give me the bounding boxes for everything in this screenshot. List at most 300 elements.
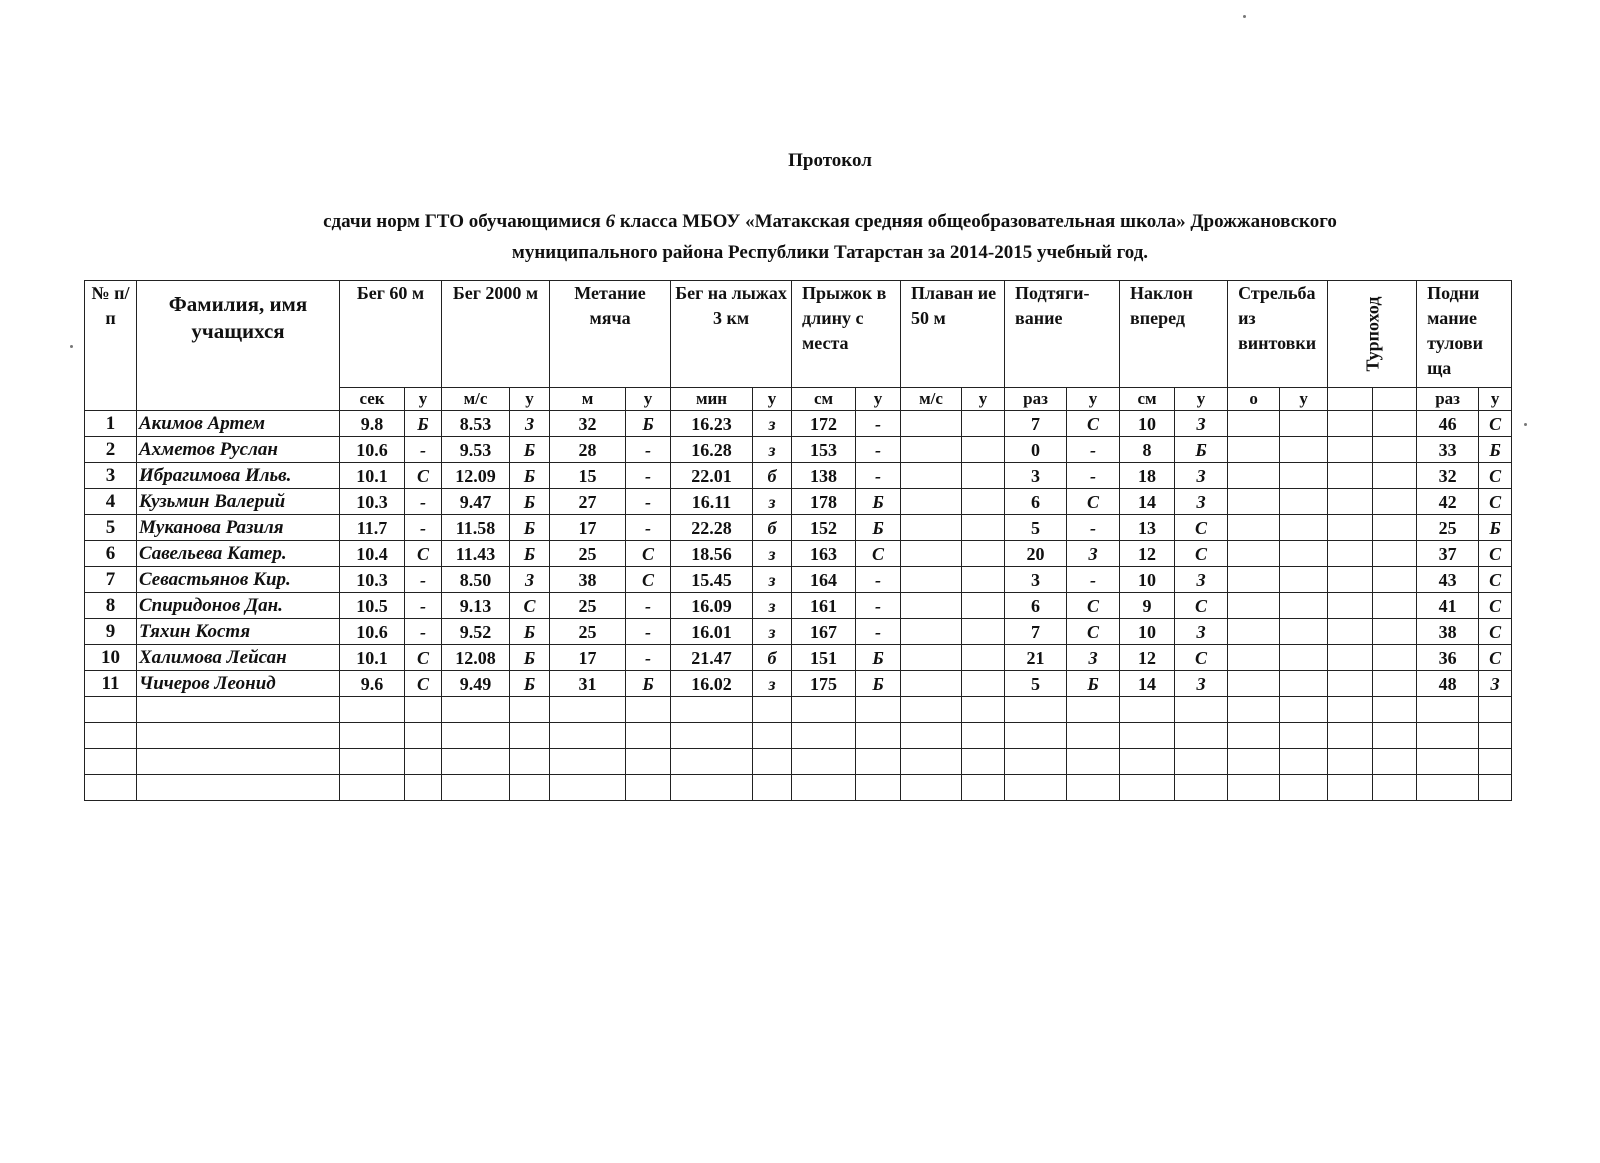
empty-cell bbox=[901, 749, 962, 775]
unit-cell: м/с bbox=[442, 388, 510, 411]
cell-run60: 10.4 bbox=[340, 541, 405, 567]
cell-ski-grade: з bbox=[753, 619, 792, 645]
header-row bbox=[85, 281, 1512, 388]
subtitle-text: муниципального района Республики Татарстан за 2014-2015 учебный год. bbox=[511, 242, 1149, 263]
empty-cell bbox=[510, 749, 550, 775]
empty-cell bbox=[405, 723, 442, 749]
empty-cell bbox=[405, 749, 442, 775]
cell-run2000-grade: С bbox=[510, 593, 550, 619]
cell-jump: 178 bbox=[792, 489, 856, 515]
empty-cell bbox=[1328, 567, 1373, 593]
empty-cell bbox=[85, 697, 137, 723]
empty-cell bbox=[1479, 697, 1512, 723]
cell-situps-grade: С bbox=[1479, 645, 1512, 671]
row-number: 6 bbox=[85, 541, 137, 567]
cell-run60: 10.3 bbox=[340, 489, 405, 515]
table-row bbox=[85, 489, 1512, 515]
row-number: 11 bbox=[85, 671, 137, 697]
cell-ski: 16.01 bbox=[671, 619, 753, 645]
cell-jump-grade: Б bbox=[856, 489, 901, 515]
cell-run2000: 8.50 bbox=[442, 567, 510, 593]
empty-cell bbox=[671, 723, 753, 749]
cell-run2000-grade: Б bbox=[510, 463, 550, 489]
empty-cell bbox=[1228, 411, 1280, 437]
empty-cell bbox=[442, 775, 510, 801]
cell-pullups: 21 bbox=[1005, 645, 1067, 671]
cell-pullups-grade: С bbox=[1067, 411, 1120, 437]
row-number: 8 bbox=[85, 593, 137, 619]
cell-ski-grade: з bbox=[753, 593, 792, 619]
empty-row bbox=[85, 749, 1512, 775]
cell-run60-grade: С bbox=[405, 463, 442, 489]
cell-run60: 10.6 bbox=[340, 619, 405, 645]
cell-run2000: 9.53 bbox=[442, 437, 510, 463]
empty-cell bbox=[626, 697, 671, 723]
empty-cell bbox=[550, 749, 626, 775]
cell-bend-grade: З bbox=[1175, 567, 1228, 593]
empty-cell bbox=[962, 515, 1005, 541]
cell-run60: 11.7 bbox=[340, 515, 405, 541]
empty-cell bbox=[901, 775, 962, 801]
cell-ski-grade: б bbox=[753, 463, 792, 489]
empty-cell bbox=[1175, 723, 1228, 749]
header-shoot: Стрельба из винтовки bbox=[1228, 281, 1328, 388]
row-number: 3 bbox=[85, 463, 137, 489]
cell-bend: 14 bbox=[1120, 671, 1175, 697]
cell-ball: 15 bbox=[550, 463, 626, 489]
cell-jump: 151 bbox=[792, 645, 856, 671]
empty-cell bbox=[1373, 723, 1417, 749]
cell-pullups-grade: З bbox=[1067, 645, 1120, 671]
cell-run60-grade: С bbox=[405, 541, 442, 567]
cell-run2000: 12.08 bbox=[442, 645, 510, 671]
cell-run60-grade: - bbox=[405, 515, 442, 541]
empty-cell bbox=[1280, 775, 1328, 801]
empty-cell bbox=[550, 697, 626, 723]
cell-bend: 9 bbox=[1120, 593, 1175, 619]
cell-run60-grade: С bbox=[405, 671, 442, 697]
cell-bend: 12 bbox=[1120, 541, 1175, 567]
empty-cell bbox=[340, 749, 405, 775]
cell-run2000: 11.43 bbox=[442, 541, 510, 567]
empty-cell bbox=[856, 723, 901, 749]
cell-run2000-grade: Б bbox=[510, 541, 550, 567]
empty-cell bbox=[962, 671, 1005, 697]
empty-cell bbox=[1228, 541, 1280, 567]
cell-jump-grade: С bbox=[856, 541, 901, 567]
cell-situps-grade: С bbox=[1479, 567, 1512, 593]
cell-pullups: 7 bbox=[1005, 619, 1067, 645]
cell-jump-grade: - bbox=[856, 593, 901, 619]
student-name: Спиридонов Дан. bbox=[137, 593, 340, 619]
empty-cell bbox=[1120, 723, 1175, 749]
cell-situps-grade: С bbox=[1479, 619, 1512, 645]
empty-cell bbox=[1175, 697, 1228, 723]
empty-cell bbox=[1373, 775, 1417, 801]
empty-cell bbox=[1120, 749, 1175, 775]
cell-bend: 10 bbox=[1120, 567, 1175, 593]
empty-cell bbox=[510, 775, 550, 801]
empty-cell bbox=[792, 723, 856, 749]
cell-pullups-grade: С bbox=[1067, 619, 1120, 645]
empty-cell bbox=[626, 775, 671, 801]
empty-cell bbox=[962, 437, 1005, 463]
empty-cell bbox=[901, 619, 962, 645]
empty-cell bbox=[753, 723, 792, 749]
cell-ball: 25 bbox=[550, 593, 626, 619]
empty-cell bbox=[1328, 775, 1373, 801]
student-name: Акимов Артем bbox=[137, 411, 340, 437]
empty-cell bbox=[1373, 489, 1417, 515]
cell-jump-grade: - bbox=[856, 411, 901, 437]
cell-bend: 12 bbox=[1120, 645, 1175, 671]
empty-cell bbox=[1328, 671, 1373, 697]
cell-bend: 13 bbox=[1120, 515, 1175, 541]
cell-ball-grade: - bbox=[626, 463, 671, 489]
empty-cell bbox=[962, 723, 1005, 749]
student-name: Кузьмин Валерий bbox=[137, 489, 340, 515]
cell-jump-grade: Б bbox=[856, 515, 901, 541]
cell-jump: 161 bbox=[792, 593, 856, 619]
cell-ball: 25 bbox=[550, 541, 626, 567]
empty-cell bbox=[1280, 619, 1328, 645]
unit-grade: у bbox=[510, 388, 550, 411]
empty-cell bbox=[1417, 697, 1479, 723]
empty-cell bbox=[1479, 723, 1512, 749]
empty-cell bbox=[1280, 411, 1328, 437]
empty-cell bbox=[901, 541, 962, 567]
cell-run60: 10.6 bbox=[340, 437, 405, 463]
empty-cell bbox=[901, 489, 962, 515]
row-number: 4 bbox=[85, 489, 137, 515]
empty-row bbox=[85, 697, 1512, 723]
cell-pullups-grade: З bbox=[1067, 541, 1120, 567]
unit-cell: о bbox=[1228, 388, 1280, 411]
empty-cell bbox=[405, 697, 442, 723]
empty-cell bbox=[1228, 645, 1280, 671]
header-ball: Метание мяча bbox=[550, 281, 671, 388]
unit-grade: у bbox=[1067, 388, 1120, 411]
cell-situps-grade: С bbox=[1479, 463, 1512, 489]
empty-cell bbox=[901, 697, 962, 723]
student-name: Севастьянов Кир. bbox=[137, 567, 340, 593]
unit-cell bbox=[1328, 388, 1373, 411]
empty-cell bbox=[1373, 515, 1417, 541]
cell-ski: 16.23 bbox=[671, 411, 753, 437]
cell-pullups-grade: - bbox=[1067, 437, 1120, 463]
empty-cell bbox=[1280, 567, 1328, 593]
row-number: 1 bbox=[85, 411, 137, 437]
header-swim: Плаван ие 50 м bbox=[901, 281, 1005, 388]
unit-cell bbox=[1373, 388, 1417, 411]
cell-jump: 152 bbox=[792, 515, 856, 541]
cell-jump-grade: Б bbox=[856, 645, 901, 671]
table-row bbox=[85, 463, 1512, 489]
row-number: 2 bbox=[85, 437, 137, 463]
empty-cell bbox=[1373, 645, 1417, 671]
empty-cell bbox=[962, 567, 1005, 593]
empty-cell bbox=[962, 749, 1005, 775]
cell-run60: 10.5 bbox=[340, 593, 405, 619]
empty-cell bbox=[1228, 697, 1280, 723]
empty-cell bbox=[1005, 775, 1067, 801]
header-pullups: Подтяги-вание bbox=[1005, 281, 1120, 388]
cell-ski-grade: б bbox=[753, 645, 792, 671]
empty-cell bbox=[1373, 437, 1417, 463]
empty-cell bbox=[1373, 463, 1417, 489]
cell-situps: 25 bbox=[1417, 515, 1479, 541]
empty-cell bbox=[671, 697, 753, 723]
empty-cell bbox=[1417, 723, 1479, 749]
cell-run60: 9.6 bbox=[340, 671, 405, 697]
cell-run60: 9.8 bbox=[340, 411, 405, 437]
cell-jump: 164 bbox=[792, 567, 856, 593]
empty-cell bbox=[962, 775, 1005, 801]
cell-ski-grade: з bbox=[753, 489, 792, 515]
cell-ski-grade: з bbox=[753, 567, 792, 593]
cell-ball-grade: С bbox=[626, 541, 671, 567]
cell-run2000: 9.13 bbox=[442, 593, 510, 619]
cell-ski: 18.56 bbox=[671, 541, 753, 567]
empty-cell bbox=[901, 515, 962, 541]
cell-ball: 25 bbox=[550, 619, 626, 645]
empty-cell bbox=[901, 411, 962, 437]
empty-cell bbox=[1328, 437, 1373, 463]
results-table bbox=[84, 280, 1512, 801]
empty-cell bbox=[1175, 749, 1228, 775]
header-run60: Бег 60 м bbox=[340, 281, 442, 388]
empty-cell bbox=[1328, 515, 1373, 541]
cell-ball-grade: С bbox=[626, 567, 671, 593]
cell-pullups-grade: Б bbox=[1067, 671, 1120, 697]
cell-run2000-grade: Б bbox=[510, 515, 550, 541]
cell-run2000: 9.49 bbox=[442, 671, 510, 697]
header-situps: Подни мание тулови ща bbox=[1417, 281, 1512, 388]
empty-cell bbox=[1280, 645, 1328, 671]
unit-cell: м bbox=[550, 388, 626, 411]
table-row bbox=[85, 645, 1512, 671]
empty-cell bbox=[1417, 749, 1479, 775]
cell-situps-grade: С bbox=[1479, 593, 1512, 619]
empty-cell bbox=[962, 411, 1005, 437]
cell-situps: 33 bbox=[1417, 437, 1479, 463]
cell-ski: 16.11 bbox=[671, 489, 753, 515]
empty-cell bbox=[1280, 593, 1328, 619]
cell-ball-grade: - bbox=[626, 593, 671, 619]
empty-cell bbox=[753, 749, 792, 775]
subtitle-text: класса МБОУ «Матакская средняя общеобразовательная школа» Дрожжановского bbox=[619, 211, 1337, 232]
cell-bend: 18 bbox=[1120, 463, 1175, 489]
cell-ball-grade: - bbox=[626, 489, 671, 515]
empty-cell bbox=[550, 775, 626, 801]
row-number: 9 bbox=[85, 619, 137, 645]
cell-bend: 14 bbox=[1120, 489, 1175, 515]
cell-jump: 172 bbox=[792, 411, 856, 437]
table-row bbox=[85, 593, 1512, 619]
row-number: 10 bbox=[85, 645, 137, 671]
empty-cell bbox=[1280, 489, 1328, 515]
header-jump: Прыжок в длину с места bbox=[792, 281, 901, 388]
empty-cell bbox=[1479, 775, 1512, 801]
cell-jump: 163 bbox=[792, 541, 856, 567]
empty-cell bbox=[856, 775, 901, 801]
student-name: Халимова Лейсан bbox=[137, 645, 340, 671]
student-name: Тяхин Костя bbox=[137, 619, 340, 645]
header-ski: Бег на лыжах 3 км bbox=[671, 281, 792, 388]
empty-cell bbox=[1328, 645, 1373, 671]
empty-cell bbox=[962, 697, 1005, 723]
cell-bend-grade: С bbox=[1175, 541, 1228, 567]
cell-run60: 10.1 bbox=[340, 463, 405, 489]
cell-run2000-grade: Б bbox=[510, 489, 550, 515]
empty-cell bbox=[1373, 671, 1417, 697]
unit-grade: у bbox=[962, 388, 1005, 411]
cell-ball: 32 bbox=[550, 411, 626, 437]
empty-cell bbox=[962, 593, 1005, 619]
cell-pullups-grade: С bbox=[1067, 593, 1120, 619]
cell-ball-grade: Б bbox=[626, 411, 671, 437]
cell-ball: 17 bbox=[550, 645, 626, 671]
empty-cell bbox=[1373, 411, 1417, 437]
cell-ball-grade: - bbox=[626, 619, 671, 645]
header-hike bbox=[1328, 281, 1417, 388]
cell-ski: 15.45 bbox=[671, 567, 753, 593]
cell-situps-grade: С bbox=[1479, 541, 1512, 567]
empty-cell bbox=[1280, 437, 1328, 463]
empty-cell bbox=[962, 463, 1005, 489]
empty-cell bbox=[1228, 463, 1280, 489]
cell-run2000: 8.53 bbox=[442, 411, 510, 437]
empty-cell bbox=[137, 723, 340, 749]
empty-cell bbox=[901, 645, 962, 671]
cell-ski-grade: б bbox=[753, 515, 792, 541]
empty-cell bbox=[1328, 463, 1373, 489]
cell-jump-grade: - bbox=[856, 463, 901, 489]
cell-run60-grade: - bbox=[405, 567, 442, 593]
table-row bbox=[85, 619, 1512, 645]
empty-cell bbox=[1280, 463, 1328, 489]
header-bend: Наклон вперед bbox=[1120, 281, 1228, 388]
empty-cell bbox=[1373, 567, 1417, 593]
empty-cell bbox=[85, 723, 137, 749]
cell-situps: 42 bbox=[1417, 489, 1479, 515]
unit-grade: у bbox=[405, 388, 442, 411]
empty-cell bbox=[1479, 749, 1512, 775]
cell-run2000: 12.09 bbox=[442, 463, 510, 489]
cell-run60: 10.3 bbox=[340, 567, 405, 593]
unit-cell: сек bbox=[340, 388, 405, 411]
empty-cell bbox=[137, 775, 340, 801]
empty-cell bbox=[1228, 489, 1280, 515]
cell-jump-grade: - bbox=[856, 567, 901, 593]
cell-bend-grade: С bbox=[1175, 645, 1228, 671]
empty-cell bbox=[1067, 697, 1120, 723]
cell-run60-grade: С bbox=[405, 645, 442, 671]
empty-cell bbox=[753, 697, 792, 723]
cell-situps-grade: С bbox=[1479, 489, 1512, 515]
empty-cell bbox=[901, 723, 962, 749]
cell-bend-grade: С bbox=[1175, 515, 1228, 541]
table-row bbox=[85, 671, 1512, 697]
empty-cell bbox=[962, 645, 1005, 671]
cell-ball: 31 bbox=[550, 671, 626, 697]
empty-cell bbox=[1328, 411, 1373, 437]
empty-cell bbox=[962, 619, 1005, 645]
cell-run2000: 9.52 bbox=[442, 619, 510, 645]
cell-bend-grade: З bbox=[1175, 619, 1228, 645]
cell-ball-grade: - bbox=[626, 437, 671, 463]
empty-cell bbox=[1280, 697, 1328, 723]
scan-speck bbox=[1243, 15, 1246, 18]
student-name: Чичеров Леонид bbox=[137, 671, 340, 697]
empty-cell bbox=[340, 723, 405, 749]
empty-cell bbox=[1328, 489, 1373, 515]
cell-jump-grade: - bbox=[856, 619, 901, 645]
cell-pullups: 3 bbox=[1005, 567, 1067, 593]
empty-cell bbox=[1280, 723, 1328, 749]
unit-grade: у bbox=[1479, 388, 1512, 411]
header-run2000: Бег 2000 м bbox=[442, 281, 550, 388]
empty-cell bbox=[1005, 723, 1067, 749]
empty-cell bbox=[442, 749, 510, 775]
cell-run60-grade: - bbox=[405, 593, 442, 619]
cell-jump-grade: - bbox=[856, 437, 901, 463]
cell-jump: 167 bbox=[792, 619, 856, 645]
unit-cell: см bbox=[792, 388, 856, 411]
student-name: Муканова Разиля bbox=[137, 515, 340, 541]
empty-cell bbox=[1373, 749, 1417, 775]
cell-pullups-grade: - bbox=[1067, 567, 1120, 593]
cell-pullups-grade: - bbox=[1067, 463, 1120, 489]
cell-situps-grade: Б bbox=[1479, 437, 1512, 463]
empty-cell bbox=[85, 749, 137, 775]
empty-cell bbox=[1417, 775, 1479, 801]
empty-row bbox=[85, 723, 1512, 749]
cell-jump: 175 bbox=[792, 671, 856, 697]
empty-cell bbox=[1228, 567, 1280, 593]
unit-cell: раз bbox=[1005, 388, 1067, 411]
empty-cell bbox=[901, 671, 962, 697]
header-num: № п/п bbox=[85, 281, 137, 411]
cell-ball: 17 bbox=[550, 515, 626, 541]
cell-run2000-grade: З bbox=[510, 567, 550, 593]
empty-cell bbox=[901, 463, 962, 489]
empty-cell bbox=[1373, 619, 1417, 645]
empty-cell bbox=[671, 775, 753, 801]
empty-cell bbox=[626, 723, 671, 749]
empty-cell bbox=[962, 541, 1005, 567]
cell-situps: 37 bbox=[1417, 541, 1479, 567]
empty-cell bbox=[1280, 541, 1328, 567]
cell-ball: 28 bbox=[550, 437, 626, 463]
empty-cell bbox=[1280, 515, 1328, 541]
cell-bend-grade: З bbox=[1175, 463, 1228, 489]
unit-grade: у bbox=[1175, 388, 1228, 411]
empty-cell bbox=[671, 749, 753, 775]
table-row bbox=[85, 515, 1512, 541]
document-title: Протокол bbox=[788, 150, 872, 171]
cell-run2000-grade: Б bbox=[510, 437, 550, 463]
empty-cell bbox=[856, 697, 901, 723]
cell-run2000-grade: З bbox=[510, 411, 550, 437]
empty-cell bbox=[1280, 671, 1328, 697]
cell-pullups: 6 bbox=[1005, 593, 1067, 619]
class-number: 6 bbox=[605, 211, 616, 232]
unit-grade: у bbox=[753, 388, 792, 411]
empty-cell bbox=[137, 749, 340, 775]
unit-cell: мин bbox=[671, 388, 753, 411]
empty-cell bbox=[85, 775, 137, 801]
